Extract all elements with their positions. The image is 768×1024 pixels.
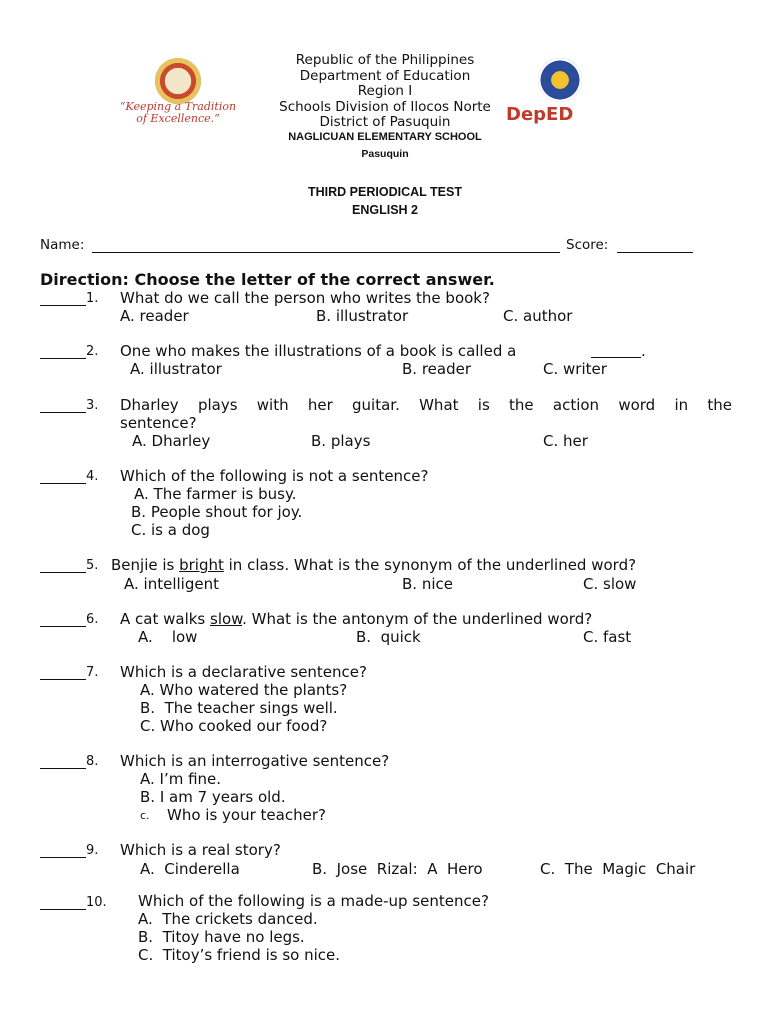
question-number: 3. — [86, 398, 99, 413]
question-text: Dharley plays with her guitar. What is the action word in the — [120, 396, 732, 414]
choice-b: B. quick — [356, 628, 421, 646]
header-division: Schools Division of Ilocos Norte — [279, 99, 491, 115]
direction-text: Direction: Choose the letter of the correct answer. — [40, 270, 495, 289]
question-number: 4. — [86, 469, 99, 484]
choice-c-letter: c. — [140, 809, 150, 822]
question-text: Which of the following is a made-up sentence? — [138, 892, 489, 910]
answer-blank-2[interactable] — [40, 358, 86, 359]
header-region: Region I — [357, 83, 413, 99]
choice-c: C. her — [543, 432, 588, 450]
answer-blank-8[interactable] — [40, 768, 86, 769]
school-logo — [118, 55, 238, 130]
choice-c: C. author — [503, 307, 573, 325]
choice-a: A. low — [138, 628, 198, 646]
question-text: Which of the following is not a sentence? — [120, 467, 429, 485]
choice-a: A. reader — [120, 307, 189, 325]
question-text: Which is a declarative sentence? — [120, 663, 367, 681]
answer-blank-6[interactable] — [40, 626, 86, 627]
choice-c: C. writer — [543, 360, 607, 378]
question-number: 7. — [86, 665, 99, 680]
question-number: 6. — [86, 612, 99, 627]
choice-a: A. illustrator — [130, 360, 222, 378]
deped-seal-icon — [538, 58, 582, 102]
question-number: 10. — [86, 895, 107, 910]
score-label: Score: — [566, 237, 609, 253]
answer-blank-1[interactable] — [40, 305, 86, 306]
choice-b: B. Titoy have no legs. — [138, 928, 305, 946]
choice-c: C. Titoy’s friend is so nice. — [138, 946, 341, 964]
motto-line-1: “Keeping a Tradition — [119, 100, 237, 113]
choice-b: B. nice — [402, 575, 453, 593]
choice-c: C. is a dog — [131, 521, 210, 539]
question-text: One who makes the illustrations of a book is called a — [120, 342, 517, 360]
choice-c: Who is your teacher? — [167, 806, 326, 824]
question-number: 9. — [86, 843, 99, 858]
answer-blank-4[interactable] — [40, 483, 86, 484]
answer-blank-10[interactable] — [40, 909, 86, 910]
question-text — [111, 556, 636, 574]
question-number: 8. — [86, 754, 99, 769]
question-number: 2. — [86, 344, 99, 359]
choice-a: A. The crickets danced. — [138, 910, 318, 928]
header-district: District of Pasuquin — [319, 114, 451, 130]
question-tail: . — [641, 342, 646, 360]
name-label: Name: — [40, 237, 85, 253]
choice-a: A. Dharley — [132, 432, 211, 450]
choice-b: B. The teacher sings well. — [140, 699, 338, 717]
answer-blank-3[interactable] — [40, 412, 86, 413]
question-text: Which is a real story? — [120, 841, 281, 859]
header-republic: Republic of the Philippines — [295, 52, 475, 68]
name-field[interactable] — [92, 252, 560, 253]
test-title: THIRD PERIODICAL TEST — [308, 185, 462, 199]
test-subject: ENGLISH 2 — [352, 203, 418, 217]
answer-blank-7[interactable] — [40, 679, 86, 680]
header-town: Pasuquin — [361, 148, 409, 160]
question-number: 1. — [86, 291, 99, 306]
deped-wordmark-text: DepED — [506, 104, 574, 125]
choice-a: A. intelligent — [124, 575, 219, 593]
choice-c: C. slow — [583, 575, 637, 593]
choice-b: B. Jose Rizal: A Hero — [312, 860, 483, 878]
choice-b: B. reader — [402, 360, 472, 378]
question-number: 5. — [86, 558, 99, 573]
answer-blank-5[interactable] — [40, 572, 86, 573]
question-text — [120, 610, 592, 628]
choice-c: C. The Magic Chair — [540, 860, 696, 878]
choice-a: A. I’m fine. — [140, 770, 222, 788]
question-text: What do we call the person who writes the book? — [120, 289, 490, 307]
question-text-pre: A cat walks — [120, 610, 211, 628]
header-school: NAGLICUAN ELEMENTARY SCHOOL — [288, 131, 482, 143]
underlined-word: bright — [179, 556, 224, 574]
school-seal-icon — [155, 58, 201, 104]
inline-blank — [591, 357, 641, 358]
question-text-post: . What is the antonym of the underlined word? — [242, 610, 593, 628]
choice-b: B. People shout for joy. — [131, 503, 303, 521]
question-text-cont: sentence? — [120, 414, 197, 432]
header-department: Department of Education — [299, 68, 471, 84]
question-text: Which is an interrogative sentence? — [120, 752, 390, 770]
choice-b: B. I am 7 years old. — [140, 788, 286, 806]
choice-a: A. Cinderella — [140, 860, 240, 878]
choice-a: A. Who watered the plants? — [140, 681, 348, 699]
answer-blank-9[interactable] — [40, 857, 86, 858]
school-motto — [118, 101, 238, 125]
motto-line-2: of Excellence.” — [136, 112, 220, 125]
question-text-post: in class. What is the synonym of the underlined word? — [223, 556, 637, 574]
score-field[interactable] — [617, 252, 693, 253]
question-text-pre: Benjie is — [111, 556, 180, 574]
underlined-word: slow — [210, 610, 243, 628]
choice-c: C. Who cooked our food? — [140, 717, 328, 735]
choice-b: B. illustrator — [316, 307, 409, 325]
choice-c: C. fast — [583, 628, 632, 646]
choice-a: A. The farmer is busy. — [134, 485, 297, 503]
choice-b: B. plays — [311, 432, 371, 450]
